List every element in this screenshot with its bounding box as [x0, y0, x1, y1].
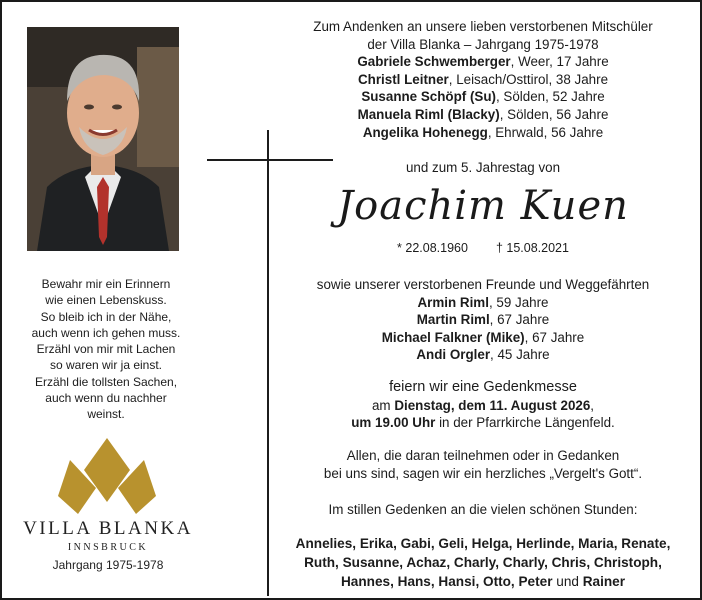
classmate-detail: , Sölden, 52 Jahre: [495, 89, 605, 105]
death-date: † 15.08.2021: [495, 241, 569, 255]
portrait-photo: [27, 27, 179, 251]
classmate-name: Manuela Riml (Blacky): [357, 106, 500, 122]
poem-line: Bewahr mir ein Erinnern: [41, 277, 171, 291]
birth-date: * 22.08.1960: [397, 241, 468, 255]
friend-entry: [274, 294, 692, 312]
life-dates: [274, 240, 692, 258]
classmate-name: Christl Leitner: [357, 71, 449, 87]
thanks-line: Allen, die daran teilnehmen oder in Gedanken: [346, 448, 620, 463]
mass-time-line: [274, 414, 692, 432]
signers-and: und: [552, 574, 583, 589]
poem-line: auch wenn du nachher: [45, 391, 167, 406]
poem-line: weinst.: [87, 407, 125, 422]
friend-name: Armin Riml: [417, 294, 489, 310]
classmate-entry: [274, 71, 692, 89]
poem-line: So bleib ich in der Nähe,: [40, 309, 172, 324]
mass-date-line: [274, 397, 692, 415]
signers-last: Rainer: [582, 574, 626, 589]
intro-block: [274, 18, 692, 141]
logo-wordmark: VILLA BLANKA: [23, 518, 193, 539]
friend-detail: , 59 Jahre: [488, 294, 549, 310]
classmate-entry: [274, 53, 692, 71]
friend-detail: , 67 Jahre: [524, 329, 585, 345]
friend-entry: [274, 346, 692, 364]
cross-vertical: [267, 130, 269, 596]
classmate-entry: [274, 106, 692, 124]
poem-line: so waren wir ja einst.: [49, 358, 163, 373]
classmate-detail: , Weer, 17 Jahre: [510, 54, 609, 70]
classmate-name: Angelika Hohenegg: [362, 124, 488, 140]
thanks-line: bei uns sind, sagen wir ein herzliches „Vergelt's Gott“.: [323, 465, 643, 481]
mass-announcement: [274, 379, 692, 432]
intro-line: der Villa Blanka – Jahrgang 1975-1978: [367, 36, 599, 52]
classmate-name: Susanne Schöpf (Su): [361, 89, 496, 105]
thanks-block: [274, 447, 692, 482]
classmate-detail: , Sölden, 56 Jahre: [499, 106, 609, 122]
poem-line: auch wenn ich gehen muss.: [31, 325, 181, 340]
crown-logo-icon: [56, 436, 158, 518]
classmate-detail: , Ehrwald, 56 Jahre: [487, 124, 604, 140]
poem-line: Erzähl die tollsten Sachen,: [34, 374, 178, 389]
friend-entry: [274, 311, 692, 329]
friend-name: Martin Riml: [416, 312, 490, 328]
classmate-detail: , Leisach/Osttirol, 38 Jahre: [448, 71, 609, 87]
signers-line: [274, 572, 692, 591]
friend-entry: [274, 329, 692, 347]
friend-detail: , 67 Jahre: [489, 312, 550, 328]
friend-name: Andi Orgler: [416, 347, 491, 363]
poem-line: Erzähl von mir mit Lachen: [36, 342, 176, 357]
logo-city: INNSBRUCK: [67, 542, 149, 553]
friends-block: [274, 276, 692, 364]
friend-detail: , 45 Jahre: [490, 347, 550, 363]
poem-line: wie einen Lebenskuss.: [45, 293, 167, 308]
mass-date-post: ,: [590, 397, 595, 413]
signers-line: Annelies, Erika, Gabi, Geli, Helga, Herlinde, Maria, Renate,: [295, 536, 671, 551]
mass-lead: feiern wir eine Gedenkmesse: [389, 379, 577, 395]
signers-line: Ruth, Susanne, Achaz, Charly, Charly, Chris, Christoph,: [304, 555, 662, 570]
poem: [16, 276, 196, 423]
anniversary-line: und zum 5. Jahrestag von: [405, 160, 561, 175]
mass-date: Dienstag, dem 11. August 2026: [394, 397, 591, 413]
classmate-entry: [274, 124, 692, 142]
deceased-name: Joachim Kuen: [337, 183, 629, 229]
friends-intro: sowie unserer verstorbenen Freunde und Weggefährten: [316, 277, 650, 292]
mass-location: in der Pfarrkirche Längenfeld.: [435, 415, 615, 431]
memory-line: Im stillen Gedenken an die vielen schönen Stunden:: [328, 502, 638, 517]
mass-time: um 19.00 Uhr: [351, 415, 436, 431]
mass-date-pre: am: [371, 397, 395, 413]
classmate-name: Gabriele Schwemberger: [357, 54, 511, 70]
classmate-entry: [274, 88, 692, 106]
logo-year: Jahrgang 1975-1978: [52, 558, 164, 572]
portrait-illustration: [27, 27, 179, 251]
signers-block: [274, 534, 692, 591]
intro-line: Zum Andenken an unsere lieben verstorbenen Mitschüler: [313, 19, 653, 34]
signers-names: Hannes, Hans, Hansi, Otto, Peter: [340, 574, 553, 589]
friend-name: Michael Falkner (Mike): [381, 329, 525, 345]
